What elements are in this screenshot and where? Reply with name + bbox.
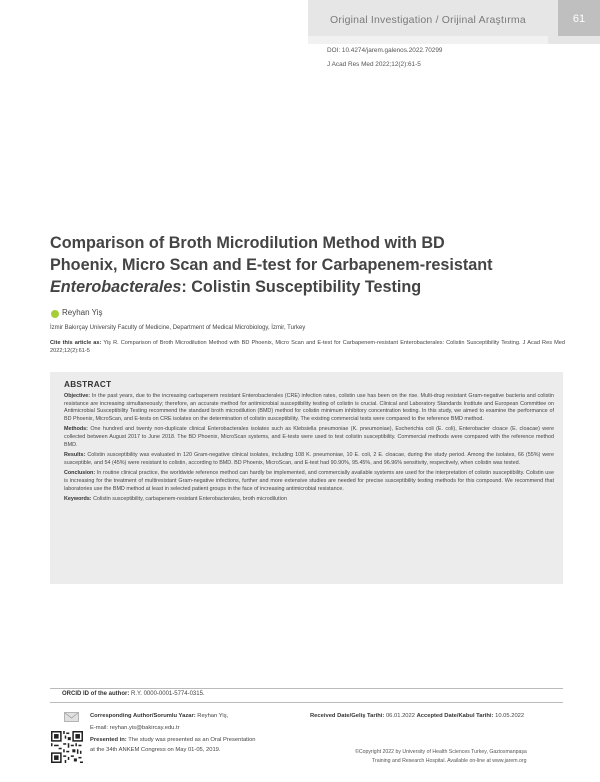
corresponding-email[interactable]: E-mail: reyhan.yis@bakircay.edu.tr (90, 725, 180, 731)
orcid-icon[interactable] (51, 310, 59, 318)
conclusion-text: In routine clinical practice, the worldwide reference method can hardly be implemented, and commercially available systems are used for the interpretation of colistin susceptibility. Colistin use is increasing for the treatment of multiresistant Gram-negative infections, further and more extensive studies are needed for precise susceptibility testing methods for this compound. We recommend that laboratories use the BMD method at least in selected patient groups in the face of increasing antimicrobial resistance. (64, 470, 554, 492)
presented-text-2: at the 34th ANKEM Congress on May 01-05, 2019. (90, 747, 221, 753)
accepted-label: Accepted Date/Kabul Tarihi: (416, 713, 494, 719)
page-number: 61 (572, 13, 586, 25)
objective-text: In the past years, due to the increasing carbapenem resistant Enterobacterales (CRE) infection rates, colistin use has been on the rise. Multi-drug resistant Gram-negative bacteria and colistin resistance are increasing simultaneously; therefore, an accurate method for antimicrobial susceptibility testing of colistin is crucial. Clinical and Laboratory Standards Institute and European Committee on Antimicrobial Susceptibility Testing recommend the standard broth microdilution (BMD) method for colistin minimum inhibitory concentration testing. In this study, we aimed to examine the performance of BD Phoenix, MicroScan, and E-tests on CRE isolates on the determination of colistin susceptibility. The existing commercial tests were compared to the reference BMD method. (64, 393, 554, 423)
orcid-value: R.Y. 0000-0001-5774-0315. (131, 691, 205, 697)
divider (50, 688, 563, 689)
abstract-results (64, 452, 554, 467)
presented-label: Presented in: (90, 737, 127, 743)
methods-label: Methods: (64, 426, 88, 433)
abstract-heading: ABSTRACT (64, 380, 112, 389)
divider (50, 702, 563, 703)
citation (50, 339, 565, 355)
corresponding-author (90, 713, 228, 719)
methods-text: One hundred and twenty non-duplicate clinical Enterobacterales isolates such as Klebsiella pneumoniae (K. pneumoniae), Escherichia coli (E. coli), Enterobacter cloace (E. cloacae) were collected between August 2017 to June 2018. The BD Phoenix, MicroScan systems, and E-tests were used to test colistin susceptibility. Commercial methods were compared with the reference method BMD. (64, 426, 554, 448)
corresponding-name: Reyhan Yiş, (197, 713, 229, 719)
received-label: Received Date/Geliş Tarihi: (310, 713, 385, 719)
conclusion-label: Conclusion: (64, 470, 96, 477)
author-name: Reyhan Yiş (62, 308, 103, 317)
copyright-line-2: Training and Research Hospital. Available on-line at www.jarem.org (372, 758, 527, 764)
article-dates (310, 713, 524, 719)
citation-text: Yiş R. Comparison of Broth Microdilution Method with BD Phoenix, Micro Scan and E-test for Carbapenem-resistant Enterobacterales: Colistin Susceptibility Testing. J Acad Res Med 2022;12(2):61-5 (50, 340, 565, 355)
keywords-text: Colistin susceptibility, carbapenem-resistant Enterobacterales, broth microdilution (93, 495, 287, 502)
journal-reference: J Acad Res Med 2022;12(2):61-5 (327, 61, 421, 68)
section-label: Original Investigation / Orijinal Araştırma (330, 14, 526, 26)
orcid-label: ORCID ID of the author: (62, 691, 130, 697)
keywords-label: Keywords: (64, 495, 92, 502)
objective-label: Objective: (64, 393, 91, 399)
orcid-statement (62, 691, 205, 697)
article-title (50, 232, 560, 298)
corresponding-label: Corresponding Author/Sorumlu Yazar: (90, 713, 196, 719)
doi-link[interactable]: DOI: 10.4274/jarem.galenos.2022.70299 (327, 47, 443, 54)
presented-text-1: The study was presented as an Oral Presentation (128, 737, 256, 743)
title-line-2: Phoenix, Micro Scan and E-test for Carbapenem-resistant (50, 256, 493, 274)
abstract-objective (64, 393, 554, 424)
citation-label: Cite this article as: (50, 340, 102, 346)
presented-in (90, 737, 256, 743)
abstract-methods (64, 426, 554, 449)
qr-code-icon[interactable] (51, 731, 83, 763)
results-text: Colistin susceptibility was evaluated in 120 Gram-negative clinical isolates, including 108 K. pneumoniae, 10 E. coli, 2 E. cloacae, during the study period. Among the isolates, 66 (55%) were susceptible, and 54 (45%) were resistant to colistin, according to BMD. BD Phoenix, MicroScan, and E-test had 90.90%, 95.45%, and 96.96% sensitivity, respectively, when colistin was tested. (64, 452, 555, 466)
title-italic: Enterobacterales (50, 278, 182, 296)
accepted-value: 10.05.2022 (495, 713, 525, 719)
abstract-content (64, 380, 554, 506)
received-value: 06.01.2022 (385, 713, 415, 719)
results-label: Results: (64, 452, 86, 459)
title-rest: : Colistin Susceptibility Testing (181, 278, 422, 296)
copyright-line-1: ©Copyright 2022 by University of Health Sciences Turkey, Gaziosmanpaşa (355, 749, 527, 755)
title-line-1: Comparison of Broth Microdilution Method with BD (50, 234, 445, 252)
affiliation: İzmir Bakırçay University Faculty of Medicine, Department of Medical Microbiology, İzmir, Turkey (50, 325, 306, 331)
abstract-keywords (64, 496, 554, 504)
mail-icon (64, 712, 79, 722)
abstract-conclusion (64, 470, 554, 493)
